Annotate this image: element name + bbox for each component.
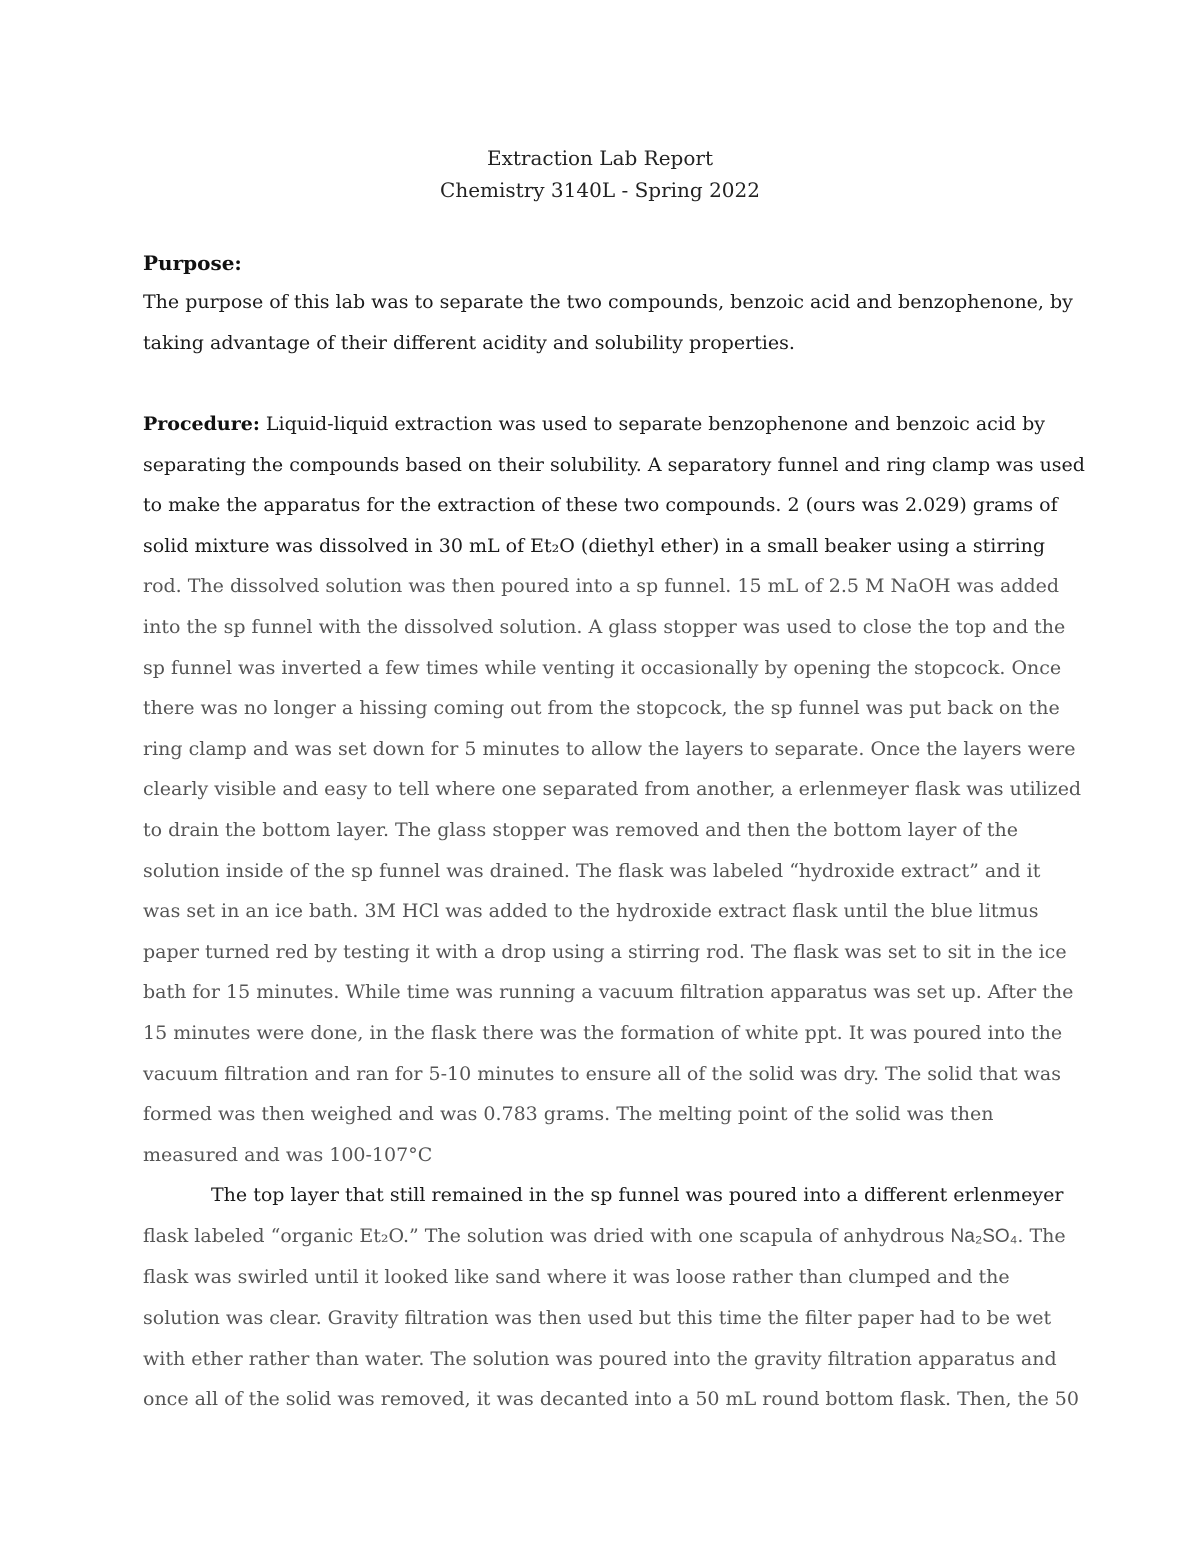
procedure-line: sp funnel was inverted a few times while venting it occasionally by opening the stopcock. Once: [143, 656, 1062, 679]
procedure-line: ring clamp and was set down for 5 minutes to allow the layers to separate. Once the layers were: [143, 737, 1076, 760]
procedure-line: solution was clear. Gravity filtration was then used but this time the filter paper had to be wet: [143, 1307, 1052, 1330]
procedure-line-text: The top layer that still remained in the sp funnel was poured into a different erlenmeyer: [211, 1184, 1064, 1207]
procedure-line-text: . The: [1017, 1224, 1066, 1247]
document-subtitle: Chemistry 3140L - Spring 2022: [440, 178, 760, 202]
procedure-line: 15 minutes were done, in the flask there was the formation of white ppt. It was poured into the: [143, 1021, 1063, 1044]
sodium-sulfate-formula: Na₂SO₄: [950, 1225, 1018, 1247]
procedure-line: clearly visible and easy to tell where one separated from another, a erlenmeyer flask was utilized: [143, 778, 1082, 801]
purpose-heading: Purpose:: [143, 251, 242, 275]
procedure-first-line: [143, 404, 1083, 445]
procedure-line: there was no longer a hissing coming out from the stopcock, the sp funnel was put back on the: [143, 697, 1060, 720]
procedure-line: solid mixture was dissolved in 30 mL of Et₂O (diethyl ether) in a small beaker using a stirring: [143, 534, 1046, 557]
purpose-line: The purpose of this lab was to separate the two compounds, benzoic acid and benzophenone, by: [143, 291, 1073, 313]
procedure-line: to drain the bottom layer. The glass stopper was removed and then the bottom layer of the: [143, 818, 1018, 841]
procedure-line: flask was swirled until it looked like sand where it was loose rather than clumped and the: [143, 1266, 1010, 1289]
purpose-line: taking advantage of their different acidity and solubility properties.: [143, 331, 795, 354]
procedure-line-text: Liquid-liquid extraction was used to separate benzophenone and benzoic acid by: [259, 413, 1045, 435]
procedure-line: separating the compounds based on their solubility. A separatory funnel and ring clamp was used: [143, 453, 1085, 476]
procedure-paragraph2-first-line: [143, 1175, 1083, 1216]
procedure-line: rod. The dissolved solution was then poured into a sp funnel. 15 mL of 2.5 M NaOH was added: [143, 575, 1060, 598]
procedure-line-text: flask labeled “organic Et₂O.” The solution was dried with one scapula of anhydrous: [143, 1224, 951, 1247]
procedure-line: with ether rather than water. The solution was poured into the gravity filtration apparatus and: [143, 1347, 1057, 1370]
procedure-section: [143, 404, 1083, 1420]
document-title: Extraction Lab Report: [486, 146, 713, 170]
procedure-line: bath for 15 minutes. While time was running a vacuum filtration apparatus was set up. After the: [143, 981, 1074, 1004]
procedure-line: paper turned red by testing it with a drop using a stirring rod. The flask was set to sit in the ice: [143, 940, 1067, 963]
purpose-paragraph: [143, 282, 1083, 363]
procedure-line: solution inside of the sp funnel was drained. The flask was labeled “hydroxide extract” and it: [143, 859, 1041, 882]
procedure-line: vacuum filtration and ran for 5-10 minutes to ensure all of the solid was dry. The solid that was: [143, 1062, 1062, 1085]
procedure-heading: Procedure:: [143, 413, 260, 435]
procedure-line: to make the apparatus for the extraction of these two compounds. 2 (ours was 2.029) grams of: [143, 494, 1058, 517]
procedure-line: formed was then weighed and was 0.783 grams. The melting point of the solid was then: [143, 1103, 994, 1126]
title-block: [0, 142, 1200, 206]
procedure-line: was set in an ice bath. 3M HCl was added to the hydroxide extract flask until the blue litmus: [143, 900, 1039, 923]
procedure-line: measured and was 100-107°C: [143, 1143, 433, 1166]
procedure-paragraph2-line: [143, 1216, 1083, 1258]
procedure-line: into the sp funnel with the dissolved solution. A glass stopper was used to close the top and the: [143, 615, 1066, 638]
procedure-line: once all of the solid was removed, it was decanted into a 50 mL round bottom flask. Then, the 50: [143, 1388, 1079, 1411]
